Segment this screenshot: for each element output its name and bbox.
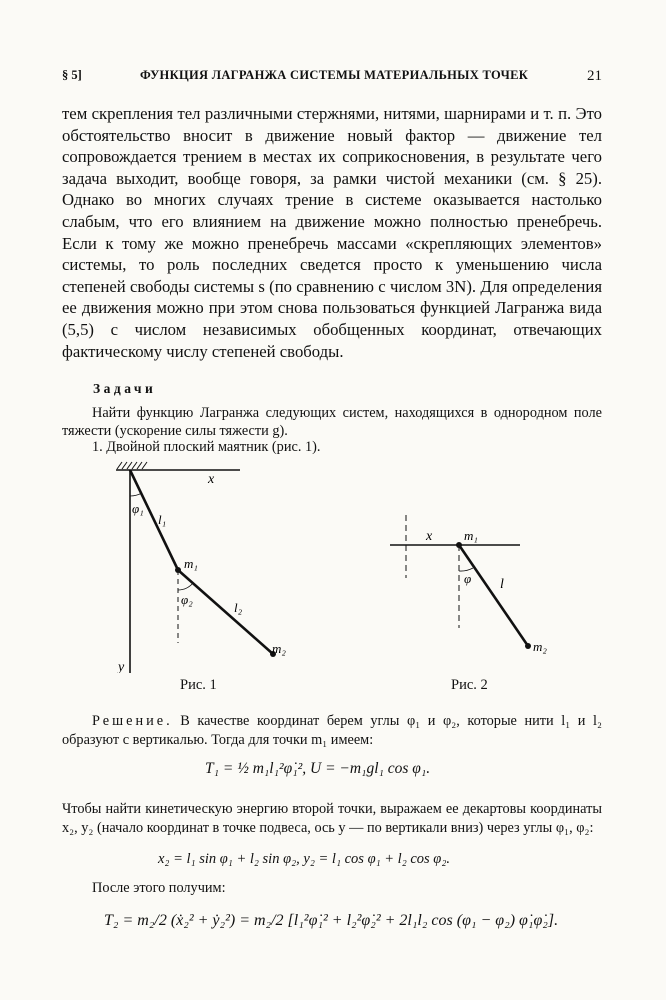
angle-phi2-arc (178, 583, 193, 590)
solution-paragraph (62, 712, 602, 750)
fig1-l2-label: l₂ (234, 600, 243, 615)
fig2-m1-label: m₁ (464, 528, 478, 543)
fig2-rod-l (459, 545, 528, 646)
figure-2-caption: Рис. 2 (451, 677, 488, 693)
rod-l1 (130, 470, 178, 570)
figure-2-pendulum (390, 515, 547, 654)
fig2-l-label: l (500, 577, 504, 592)
rod-l2 (178, 570, 273, 654)
fig2-mass-m1-dot (456, 542, 462, 548)
header-title: ФУНКЦИЯ ЛАГРАНЖА СИСТЕМЫ МАТЕРИАЛЬНЫХ ТОЧЕК (140, 68, 529, 82)
header-section: § 5] (62, 68, 82, 82)
fig1-m2-label: m₂ (272, 641, 286, 656)
page-number: 21 (587, 68, 602, 84)
equation-t1-u: T₁ = ½ m₁l₁²φ̇₁², U = −m₁gl₁ cos φ₁. (205, 760, 431, 777)
main-paragraph: тем скрепления тел различными стержнями, нитями, шарнирами и т. п. Это обстоятельство вносит в движение новый фактор — движение тел сопровождается трением в местах их соприкосновения, в результате чего задача выходит, вообще говоря, за рамки чистой механики (см. § 25). Однако во многих случаях трение в системе оказывается настолько слабым, что его влиянием на движение можно полностью пренебречь. Если к тому же можно пренебречь массами «скрепляющих элементов» системы, то роль последних сведется просто к уменьшению числа степеней свободы системы s (по сравнению с числом 3N). Для определения ее движения можно при этом снова пользоваться функцией Лагранжа вида (5,5) с числом независимых обобщенных координат, отвечающих фактическому числу степеней свободы. (62, 104, 602, 361)
running-header (62, 68, 602, 88)
fig2-mass-m2-dot (525, 643, 531, 649)
figure-1-caption: Рис. 1 (180, 677, 217, 693)
fig1-y-label: y (118, 660, 125, 673)
fig2-phi-label: φ (464, 571, 472, 586)
solution-text: В качестве координат берем углы φ₁ и φ₂, которые нити l₁ и l₂ образуют с вертикалью. Тогда для точки m₁ имеем: (62, 713, 602, 748)
pendulum-figures (100, 458, 580, 673)
equation-t2: T₂ = m₂/2 (ẋ₂² + ẏ₂²) = m₂/2 [l₁²φ̇₁² + l₂²φ̇₂² + 2l₁l₂ cos (φ₁ − φ₂) φ̇₁φ̇₂]. (104, 912, 559, 929)
task-1: 1. Двойной плоский маятник (рис. 1). (92, 439, 321, 455)
figure-1-double-pendulum (116, 461, 286, 673)
fig1-x-label: x (208, 472, 215, 487)
fig2-m2-label: m₂ (533, 639, 547, 654)
tasks-heading: Задачи (93, 381, 157, 396)
kinetic-energy-paragraph: Чтобы найти кинетическую энергию второй точки, выражаем ее декартовы координаты x₂, y₂ (начало координат в точке подвеса, ось y — по вертикали вниз) через углы φ₁, φ₂: (62, 801, 602, 836)
fig1-phi1-label: φ₁ (132, 501, 144, 516)
angle-phi1-arc (130, 493, 142, 496)
mass-m1-dot (175, 567, 181, 573)
fig1-l1-label: l₁ (158, 512, 167, 527)
tasks-intro: Найти функцию Лагранжа следующих систем, находящихся в однородном поле тяжести (ускорение силы тяжести g). (62, 405, 602, 439)
equation-x2-y2: x₂ = l₁ sin φ₁ + l₂ sin φ₂, y₂ = l₁ cos φ₁ + l₂ cos φ₂. (158, 851, 450, 867)
fig2-x-label: x (426, 529, 433, 544)
fig1-m1-label: m₁ (184, 556, 198, 571)
solution-word: Решение. (92, 713, 173, 729)
after-this-paragraph: После этого получим: (92, 880, 226, 896)
fig1-phi2-label: φ₂ (181, 592, 193, 607)
